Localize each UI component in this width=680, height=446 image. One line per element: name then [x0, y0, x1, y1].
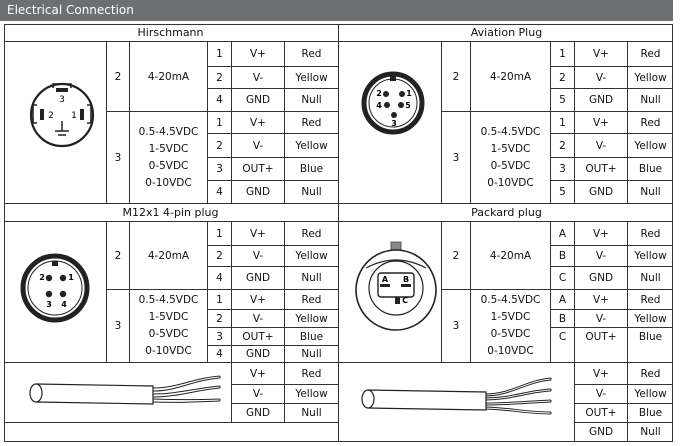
voltage-range-list: [471, 112, 550, 203]
voltage-range: 0-10VDC: [145, 176, 192, 189]
voltage-range: 0-10VDC: [487, 176, 534, 189]
function-cell: OUT+: [585, 330, 617, 343]
voltage-range: 1-5VDC: [490, 311, 531, 323]
voltage-range: 1-5VDC: [148, 311, 189, 323]
function-cell: V+: [250, 367, 266, 380]
hirschmann-pin-label: 2: [48, 111, 54, 121]
voltage-range: 1-5VDC: [148, 142, 189, 155]
color-cell: Red: [640, 116, 661, 129]
function-cell: V-: [252, 71, 264, 84]
voltage-range: 0.5-4.5VDC: [480, 294, 541, 306]
color-cell: Null: [301, 407, 322, 419]
voltage-range-list: [130, 112, 207, 203]
signal-current: 4-20mA: [147, 70, 190, 83]
voltage-range: 0.5-4.5VDC: [138, 294, 199, 306]
packard-pin-label: A: [381, 275, 389, 284]
pin-cell: 2: [216, 250, 223, 262]
function-cell: V-: [595, 388, 607, 400]
aviation-pin-label: 4: [376, 101, 382, 110]
pin-cell: 5: [559, 94, 566, 106]
pin-cell: A: [558, 293, 567, 306]
function-cell: V-: [595, 71, 607, 84]
pin-cell: 5: [559, 186, 566, 198]
voltage-range: 0-5VDC: [490, 328, 531, 340]
pin-cell: A: [558, 227, 567, 240]
color-cell: Null: [640, 272, 661, 284]
color-cell: Blue: [299, 163, 324, 175]
pin-cell: 3: [216, 163, 223, 175]
signal-current: 4-20mA: [147, 249, 190, 262]
function-cell: V-: [252, 139, 264, 152]
cable-diagram-4-wire: [346, 368, 568, 430]
wire-count: 3: [452, 320, 460, 332]
pin-cell: 2: [559, 139, 566, 152]
pin-cell: B: [558, 250, 567, 262]
color-cell: Red: [640, 367, 661, 380]
packard-pin-label: B: [402, 275, 410, 284]
pin-cell: C: [558, 330, 567, 343]
function-cell: V+: [250, 116, 266, 129]
color-cell: Blue: [638, 163, 663, 175]
function-cell: GND: [245, 348, 271, 360]
packard-pin-label: C: [402, 296, 408, 305]
pin-cell: 1: [216, 227, 223, 240]
pin-cell: 1: [216, 293, 223, 306]
color-cell: Red: [301, 293, 322, 306]
m12-pin-label: 2: [39, 273, 45, 282]
m12-pin-label: 3: [46, 300, 52, 309]
function-cell: OUT+: [242, 330, 274, 343]
color-cell: Yellow: [295, 388, 328, 400]
function-cell: OUT+: [585, 407, 617, 419]
function-cell: OUT+: [585, 163, 617, 175]
pin-cell: 4: [216, 94, 223, 106]
function-cell: V-: [252, 312, 264, 325]
aviation-pin-label: 2: [376, 89, 382, 98]
color-cell: Null: [301, 348, 322, 360]
m12-title: M12x1 4-pin plug: [122, 206, 219, 219]
aviation-pin-label: 1: [406, 89, 412, 98]
color-cell: Red: [301, 367, 322, 380]
pin-cell: 4: [216, 348, 223, 360]
aviation-pin-label: 5: [405, 101, 411, 110]
function-cell: GND: [245, 407, 271, 419]
color-cell: Null: [301, 272, 322, 284]
hirschmann-pin-label: 3: [59, 95, 65, 105]
voltage-range: 0.5-4.5VDC: [480, 125, 541, 138]
color-cell: Null: [640, 426, 661, 438]
function-cell: GND: [588, 94, 614, 106]
function-cell: GND: [245, 272, 271, 284]
function-cell: V+: [593, 367, 609, 380]
function-cell: V+: [250, 48, 266, 60]
color-cell: Blue: [638, 330, 663, 343]
function-cell: V+: [593, 227, 609, 240]
m12-connector-diagram: [17, 250, 93, 326]
pin-cell: 2: [216, 71, 223, 84]
pin-cell: 2: [559, 71, 566, 84]
color-cell: Null: [640, 94, 661, 106]
color-cell: Null: [301, 186, 322, 198]
wire-count: 2: [114, 70, 122, 83]
color-cell: Yellow: [295, 71, 328, 84]
voltage-range-list: [130, 290, 207, 362]
function-cell: OUT+: [242, 163, 274, 175]
signal-current: 4-20mA: [489, 70, 532, 83]
color-cell: Yellow: [634, 139, 667, 152]
voltage-range: 0.5-4.5VDC: [138, 125, 199, 138]
color-cell: Yellow: [295, 312, 328, 325]
wire-count: 2: [114, 249, 122, 262]
wire-count: 2: [452, 70, 460, 83]
hirschmann-title: Hirschmann: [137, 26, 204, 39]
function-cell: GND: [588, 272, 614, 284]
pin-cell: 1: [559, 48, 566, 60]
signal-current: 4-20mA: [489, 249, 532, 262]
function-cell: GND: [245, 94, 271, 106]
cable-diagram-3-wire: [8, 366, 228, 420]
color-cell: Red: [640, 227, 661, 240]
packard-title: Packard plug: [471, 206, 542, 219]
aviation-pin-label: 3: [391, 119, 397, 128]
function-cell: V-: [252, 250, 264, 262]
pin-cell: 2: [216, 312, 223, 325]
function-cell: V-: [595, 312, 607, 325]
function-cell: GND: [245, 186, 271, 198]
voltage-range: 0-5VDC: [148, 328, 189, 340]
aviation-connector-diagram: [358, 68, 428, 138]
color-cell: Red: [301, 48, 322, 60]
color-cell: Red: [640, 48, 661, 60]
color-cell: Yellow: [634, 71, 667, 84]
function-cell: GND: [588, 426, 614, 438]
pin-cell: 3: [216, 330, 223, 343]
voltage-range: 0-5VDC: [148, 159, 189, 172]
voltage-range: 0-10VDC: [487, 345, 534, 357]
function-cell: V+: [593, 48, 609, 60]
pin-cell: C: [558, 272, 567, 284]
pin-cell: B: [558, 312, 567, 325]
function-cell: V+: [593, 293, 609, 306]
function-cell: V+: [250, 293, 266, 306]
color-cell: Null: [301, 94, 322, 106]
pin-cell: 1: [559, 116, 566, 129]
hirschmann-connector-diagram: [22, 75, 102, 155]
pin-cell: 4: [216, 272, 223, 284]
pin-cell: 1: [216, 48, 223, 60]
pin-cell: 1: [216, 116, 223, 129]
color-cell: Blue: [638, 407, 663, 419]
aviation-title: Aviation Plug: [470, 26, 543, 39]
color-cell: Yellow: [295, 250, 328, 262]
color-cell: Yellow: [295, 139, 328, 152]
wire-count: 2: [452, 249, 460, 262]
pin-cell: 4: [216, 186, 223, 198]
function-cell: V-: [595, 250, 607, 262]
pin-cell: 3: [559, 163, 566, 175]
color-cell: Red: [301, 227, 322, 240]
function-cell: V+: [250, 227, 266, 240]
color-cell: Red: [301, 116, 322, 129]
wire-count: 3: [114, 320, 122, 332]
wire-count: 3: [114, 151, 122, 164]
section-header: Electrical Connection: [0, 0, 673, 21]
function-cell: V-: [595, 139, 607, 152]
function-cell: GND: [588, 186, 614, 198]
hirschmann-pin-label: 1: [71, 111, 77, 121]
function-cell: V-: [252, 388, 264, 400]
voltage-range: 0-5VDC: [490, 159, 531, 172]
color-cell: Red: [640, 293, 661, 306]
voltage-range-list: [471, 290, 550, 362]
color-cell: Yellow: [634, 312, 667, 325]
color-cell: Yellow: [634, 250, 667, 262]
color-cell: Null: [640, 186, 661, 198]
m12-pin-label: 4: [61, 300, 67, 309]
wire-count: 3: [452, 151, 460, 164]
color-cell: Blue: [299, 330, 324, 343]
color-cell: Yellow: [634, 388, 667, 400]
voltage-range: 0-10VDC: [145, 345, 192, 357]
function-cell: V+: [593, 116, 609, 129]
pin-cell: 2: [216, 139, 223, 152]
packard-connector-diagram: [352, 240, 442, 332]
m12-pin-label: 1: [68, 273, 74, 282]
voltage-range: 1-5VDC: [490, 142, 531, 155]
